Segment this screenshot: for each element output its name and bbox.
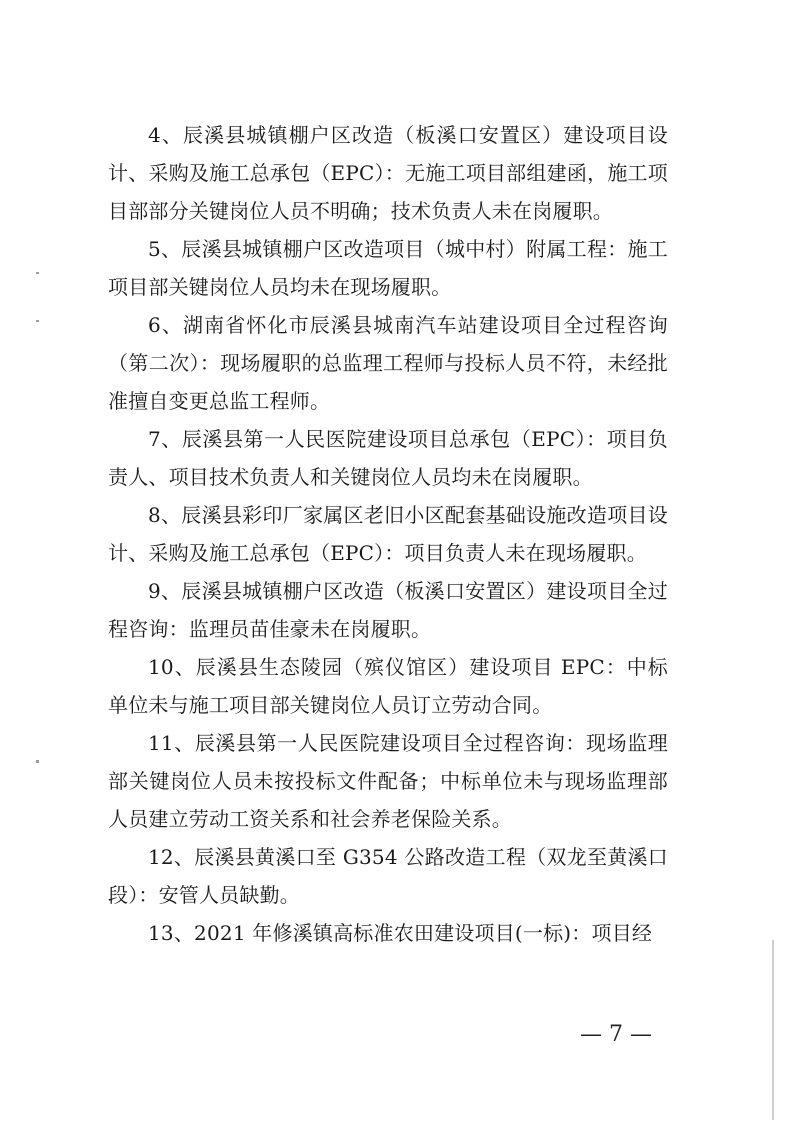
scan-speck <box>36 320 39 322</box>
paragraph-item-5: 5、辰溪县城镇棚户区改造项目（城中村）附属工程：施工项目部关键岗位人员均未在现场履职。 <box>108 237 668 299</box>
document-body <box>108 116 668 952</box>
scan-speck <box>36 760 39 763</box>
paragraph-item-11: 11、辰溪县第一人民医院建设项目全过程咨询：现场监理部关键岗位人员未按投标文件配备；中标单位未与现场监理部人员建立劳动工资关系和社会养老保险关系。 <box>108 731 668 831</box>
paragraph-item-6: 6、湖南省怀化市辰溪县城南汽车站建设项目全过程咨询（第二次）：现场履职的总监理工程师与投标人员不符，未经批准擅自变更总监工程师。 <box>108 313 668 413</box>
scan-edge-line <box>772 940 774 1120</box>
paragraph-item-12: 12、辰溪县黄溪口至 G354 公路改造工程（双龙至黄溪口段）：安管人员缺勤。 <box>108 845 668 907</box>
paragraph-item-8: 8、辰溪县彩印厂家属区老旧小区配套基础设施改造项目设计、采购及施工总承包（EPC）：项目负责人未在现场履职。 <box>108 503 668 565</box>
scan-speck <box>36 272 39 274</box>
paragraph-item-9: 9、辰溪县城镇棚户区改造（板溪口安置区）建设项目全过程咨询：监理员苗佳豪未在岗履职。 <box>108 579 668 641</box>
paragraph-item-13: 13、2021 年修溪镇高标准农田建设项目(一标)：项目经 <box>148 921 653 945</box>
paragraph-item-4: 4、辰溪县城镇棚户区改造（板溪口安置区）建设项目设计、采购及施工总承包（EPC）：无施工项目部组建函，施工项目部部分关键岗位人员不明确；技术负责人未在岗履职。 <box>108 123 668 223</box>
paragraph-item-10: 10、辰溪县生态陵园（殡仪馆区）建设项目 EPC：中标单位未与施工项目部关键岗位人员订立劳动合同。 <box>108 655 668 717</box>
page-number: — 7 — <box>580 1022 652 1047</box>
paragraph-item-7: 7、辰溪县第一人民医院建设项目总承包（EPC）：项目负责人、项目技术负责人和关键岗位人员均未在岗履职。 <box>108 427 668 489</box>
